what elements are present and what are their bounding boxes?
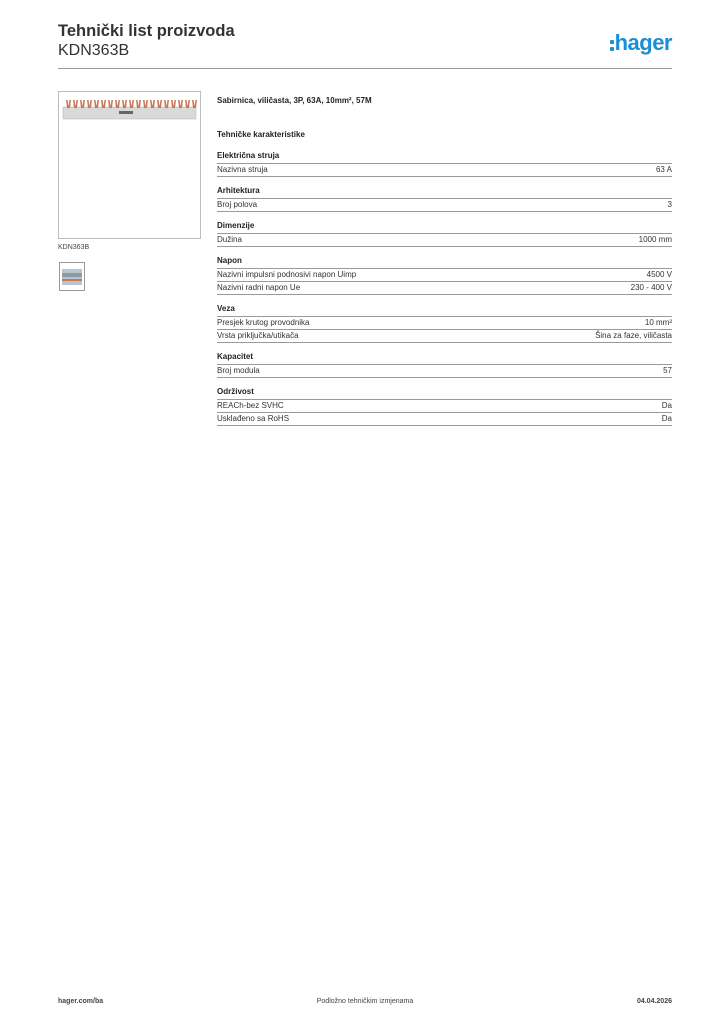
spec-value: 230 - 400 V xyxy=(630,283,672,292)
spec-label: Usklađeno sa RoHS xyxy=(217,414,290,423)
spec-groups xyxy=(217,151,672,426)
spec-group xyxy=(217,387,672,426)
spec-row xyxy=(217,330,672,343)
spec-group-title: Napon xyxy=(217,256,672,269)
spec-label: Dužina xyxy=(217,235,242,244)
spec-value: Da xyxy=(661,401,672,410)
image-caption: KDN363B xyxy=(58,244,90,251)
spec-group xyxy=(217,186,672,212)
spec-section-title: Tehničke karakteristike xyxy=(217,130,305,139)
footer-date: 04.04.2026 xyxy=(636,998,672,1005)
spec-group-title: Održivost xyxy=(217,387,672,400)
page-header xyxy=(58,21,672,71)
hager-logo xyxy=(610,29,672,57)
spec-label: Presjek krutog provodnika xyxy=(217,318,310,327)
spec-label: Nazivni radni napon Ue xyxy=(217,283,301,292)
thumbnail-icon xyxy=(60,263,84,290)
spec-content xyxy=(217,96,672,426)
spec-value: 1000 mm xyxy=(638,235,672,244)
spec-group xyxy=(217,304,672,343)
spec-row xyxy=(217,317,672,330)
header-divider xyxy=(58,68,672,69)
page-title: Tehnički list proizvoda xyxy=(58,22,235,40)
spec-value: 3 xyxy=(667,200,672,209)
spec-group xyxy=(217,352,672,378)
spec-row xyxy=(217,365,672,378)
spec-value: 10 mm² xyxy=(644,318,672,327)
product-description: Sabirnica, viličasta, 3P, 63A, 10mm², 57M xyxy=(217,96,372,105)
spec-group-title: Kapacitet xyxy=(217,352,672,365)
spec-group-title: Veza xyxy=(217,304,672,317)
spec-row xyxy=(217,413,672,426)
spec-group xyxy=(217,256,672,295)
spec-row xyxy=(217,164,672,177)
spec-value: Šina za faze, viličasta xyxy=(595,331,672,340)
spec-label: Nazivni impulsni podnosivi napon Uimp xyxy=(217,270,357,279)
spec-value: Da xyxy=(661,414,672,423)
spec-label: Broj polova xyxy=(217,200,258,209)
spec-label: Nazivna struja xyxy=(217,165,268,174)
spec-row xyxy=(217,234,672,247)
spec-label: Broj modula xyxy=(217,366,260,375)
spec-group xyxy=(217,221,672,247)
spec-row xyxy=(217,282,672,295)
spec-value: 57 xyxy=(663,366,672,375)
spec-row xyxy=(217,199,672,212)
spec-group xyxy=(217,151,672,177)
spec-label: REACh-bez SVHC xyxy=(217,401,284,410)
product-code: KDN363B xyxy=(58,42,130,59)
spec-row xyxy=(217,400,672,413)
footer-note: Podložno tehničkim izmjenama xyxy=(316,998,414,1005)
spec-group-title: Električna struja xyxy=(217,151,672,164)
spec-group-title: Dimenzije xyxy=(217,221,672,234)
logo-dots-icon xyxy=(610,40,614,51)
product-image-frame xyxy=(58,91,201,239)
busbar-product-image xyxy=(59,92,200,238)
spec-value: 63 A xyxy=(655,165,672,174)
logo-text: hager xyxy=(614,30,672,55)
spec-label: Vrsta priključka/utikača xyxy=(217,331,299,340)
spec-value: 4500 V xyxy=(646,270,672,279)
footer-website: hager.com/ba xyxy=(58,998,104,1005)
spec-row xyxy=(217,269,672,282)
spec-group-title: Arhitektura xyxy=(217,186,672,199)
image-thumbnail[interactable] xyxy=(59,262,85,291)
